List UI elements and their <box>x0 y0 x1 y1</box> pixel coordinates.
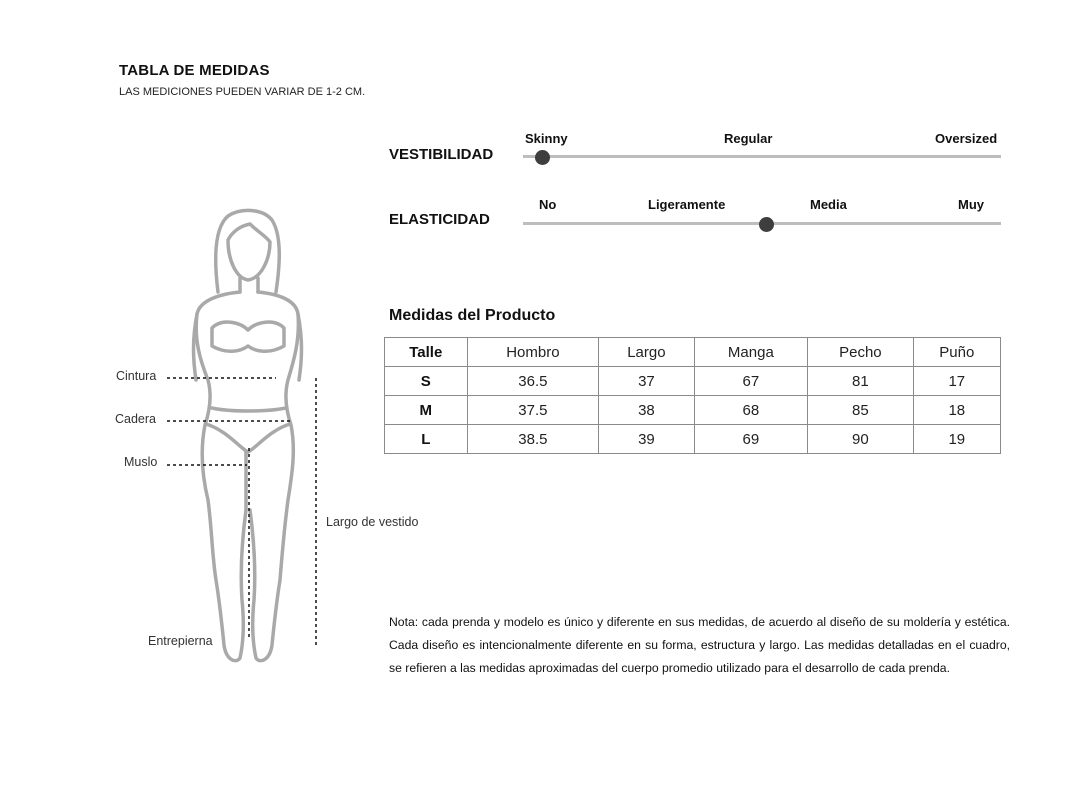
table-cell: 17 <box>913 367 1000 396</box>
muslo-label: Muslo <box>124 455 158 469</box>
elasticidad-label: ELASTICIDAD <box>389 211 490 228</box>
product-measures-title: Medidas del Producto <box>389 307 556 324</box>
table-cell: 18 <box>913 396 1000 425</box>
body-left-outline <box>196 292 246 661</box>
column-header: Hombro <box>467 338 599 367</box>
table-cell: 37 <box>599 367 694 396</box>
table-cell: 90 <box>808 425 913 454</box>
body-right-outline <box>250 292 298 661</box>
table-cell: 38.5 <box>467 425 599 454</box>
elasticidad-option-media: Media <box>810 197 847 212</box>
entrepierna-label: Entrepierna <box>148 634 213 648</box>
column-header: Largo <box>599 338 694 367</box>
page-subtitle: LAS MEDICIONES PUEDEN VARIAR DE 1-2 CM. <box>119 86 366 98</box>
table-row <box>385 425 1001 454</box>
table-cell: 67 <box>694 367 808 396</box>
table-cell: 39 <box>599 425 694 454</box>
vestibilidad-slider-knob <box>535 150 550 165</box>
vestibilidad-option-regular: Regular <box>724 131 773 146</box>
table-cell: 81 <box>808 367 913 396</box>
column-header: Pecho <box>808 338 913 367</box>
vestibilidad-slider-track <box>523 155 1001 158</box>
elasticidad-option-no: No <box>539 197 557 212</box>
vestibilidad-option-skinny: Skinny <box>525 131 568 146</box>
table-cell: L <box>385 425 468 454</box>
table-row <box>385 367 1001 396</box>
table-cell: 85 <box>808 396 913 425</box>
elasticidad-slider-knob <box>759 217 774 232</box>
note-text: Nota: cada prenda y modelo es único y diferente en sus medidas, de acuerdo al diseño de su moldería y estética. Cada diseño es intencionalmente diferente en su forma, estructura y largo. Las medidas detalladas en el cuadro, se refieren a las medidas aproximadas del cuerpo promedio utilizado para el desarrollo de cada prenda. <box>389 615 1010 675</box>
column-header: Manga <box>694 338 808 367</box>
vestibilidad-option-oversized: Oversized <box>935 131 998 146</box>
table-cell: M <box>385 396 468 425</box>
elasticidad-option-muy: Muy <box>958 197 984 212</box>
elasticidad-option-ligeramente: Ligeramente <box>648 197 726 212</box>
briefs-outline <box>206 408 290 452</box>
table-cell: 37.5 <box>467 396 599 425</box>
bra-outline <box>212 322 284 351</box>
body-figure-illustration <box>0 0 440 786</box>
table-cell: S <box>385 367 468 396</box>
vestibilidad-label: VESTIBILIDAD <box>389 146 494 163</box>
table-cell: 68 <box>694 396 808 425</box>
page-title: TABLA DE MEDIDAS <box>119 62 270 79</box>
face-outline <box>228 224 270 280</box>
cadera-label: Cadera <box>115 412 156 426</box>
column-header: Puño <box>913 338 1000 367</box>
size-table <box>384 337 1001 454</box>
table-cell: 19 <box>913 425 1000 454</box>
cintura-label: Cintura <box>116 369 157 383</box>
table-cell: 38 <box>599 396 694 425</box>
size-table-header <box>385 338 1001 367</box>
table-row <box>385 396 1001 425</box>
table-cell: 69 <box>694 425 808 454</box>
largo-vestido-label: Largo de vestido <box>326 515 419 529</box>
table-cell: 36.5 <box>467 367 599 396</box>
column-header: Talle <box>385 338 468 367</box>
